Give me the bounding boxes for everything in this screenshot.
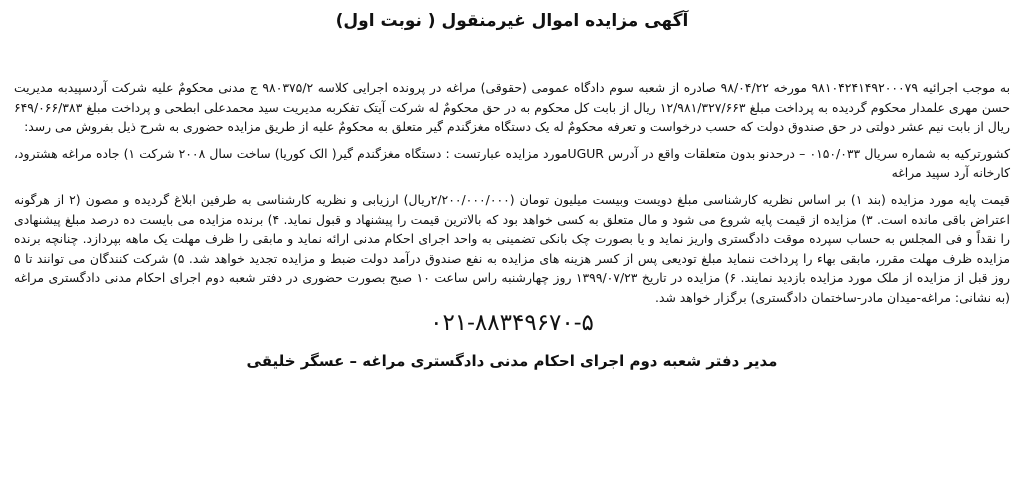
intro-paragraph: به موجب اجرائیه ۹۸۱۰۴۲۴۱۴۹۲۰۰۰۷۹ مورخه ۹۸/۰۴/۲۲ صادره از شعبه سوم دادگاه عمومی (حقوقی) مراغه در پرونده اجرایی کلاسه ۹۸۰۳۷۵/۲ ج مدنی محکومٌ علیه شرکت آردسپیدبه مدیریت حسن مهری علمدار محکوم گردیده به پرداخت مبلغ ۱۲/۹۸۱/۳۲۷/۶۶۳ ریال از بابت کل محکوم به در حق محکومٌ له شرکت آیتک تفکربه مدیریت سید محمدعلی ابطحی و پرداخت مبلغ ۶۴۹/۰۶۶/۳۸۳ ریال از بابت نیم عشر دولتی در حق صندوق دولت که حسب درخواست و تعرفه محکومٌ له یک دستگاه مغزگندم گیر متعلق به محکومٌ علیه از طریق مزایده حضوری به شرح ذیل بفروش می رسد: <box>14 80 1011 135</box>
notice-title: آگهی مزایده اموال غیرمنقول ( نوبت اول) <box>335 11 689 31</box>
phone-number: ۰۲۱-۸۸۳۴۹۶۷۰-۵ <box>430 309 594 336</box>
item-description-paragraph: کشورترکیه به شماره سریال ۰۱۵۰/۰۳۳ – درحدنو بدون متعلقات واقع در آدرس UGURمورد مزایده عبارتست : دستگاه مغزگندم گیر( الک کوریا) ساخت سال ۲۰۰۸ شرکت ۱) جاده مراغه هشترود، کارخانه آرد سپید مراغه <box>14 145 1010 181</box>
auction-terms-paragraph: قیمت پایه مورد مزایده (بند ۱) بر اساس نظریه کارشناسی مبلغ دویست وبیست میلیون تومان (۲/۲۰۰/۰۰۰/۰۰۰ریال) ارزیابی و نظریه کارشناسی به طرفین ابلاغ گردیده و مصون (۲ از هرگونه اعتراض باقی مانده است. ۳) مزایده از قیمت پایه شروع می شود و مال متعلق به کسی خواهد بود که بالاترین قیمت را پیشنهاد و قبول نماید. ۴) برنده مزایده می بایست ده درصد مبلغ پیشنهادی را نقداً و فی المجلس به حساب سپرده موقت دادگستری واریز نماید و یا بصورت چک بانکی تضمینی به واحد اجرای احکام مدنی ارائه نماید و مابقی را ظرف مهلت یک ماهه بپردازد. چنانچه برنده مزایده ظرف مهلت مقرر، مابقی بهاء را پرداخت ننماید مبلغ تودیعی پس از کسر هزینه های مزایده به نفع صندوق درآمد دولت ضبط و مزایده تجدید خواهد شد. ۵) شرکت کنندگان می توانند تا ۵ روز قبل از مزایده از ملک مورد مزایده بازدید نمایند. ۶) مزایده در تاریخ ۱۳۹۹/۰۷/۲۳ روز چهارشنبه راس ساعت ۱۰ صبح بصورت حضوری در دفتر شعبه دوم اجرای احکام مدنی دادگستری مراغه (به نشانی: مراغه-میدان مادر-ساختمان دادگستری) برگزار خواهد شد. <box>14 191 1010 305</box>
notice-body <box>14 78 1010 308</box>
signature-line: مدیر دفتر شعبه دوم اجرای احکام مدنی دادگستری مراغه – عسگر خلیقی <box>246 351 778 370</box>
